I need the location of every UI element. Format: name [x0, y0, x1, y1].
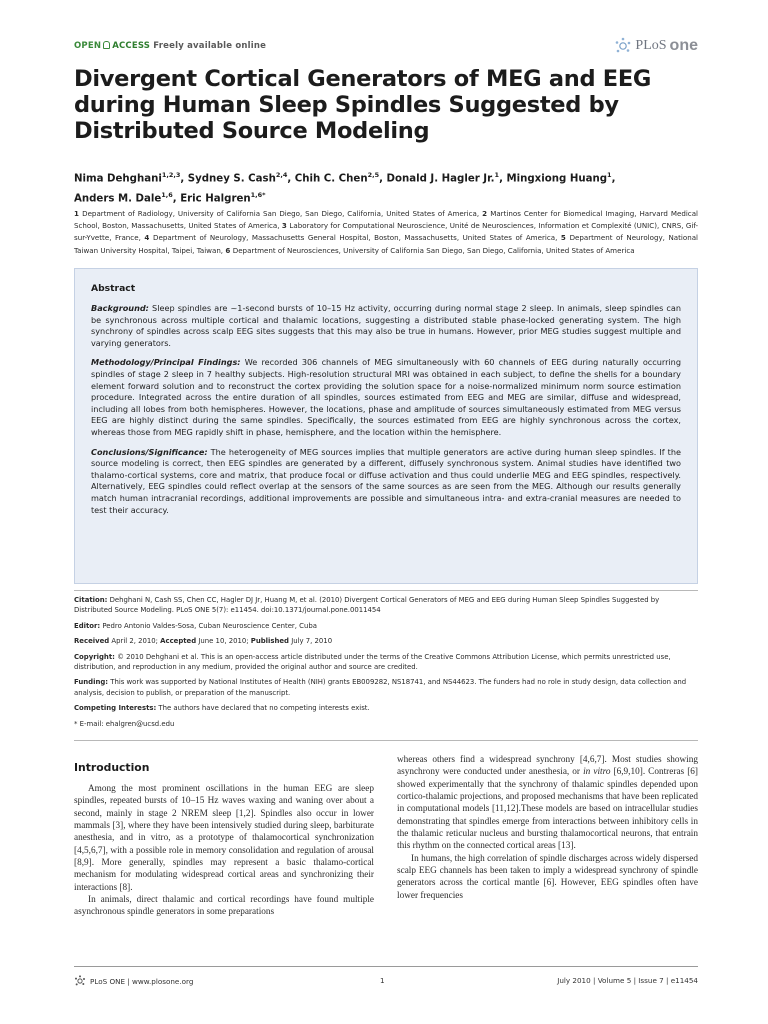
article-metadata: [74, 595, 698, 734]
email[interactable]: * E-mail: ehalgren@ucsd.edu: [74, 719, 175, 728]
author-name: Anders M. Dale: [74, 193, 162, 205]
affiliation-item: 4 Department of Neurology, Massachusetts General Hospital, Boston, Massachusetts, United States of America,: [144, 233, 561, 243]
author-affiliation-marker: 2,4: [275, 171, 288, 179]
plos-wordmark: PLoS: [635, 38, 667, 53]
affiliation-item: 5 Department of Neurology, National Taiwan University Hospital, Taipei, Taiwan,: [74, 233, 699, 255]
author-list: Nima Dehghani$^{1,2,3}$, Sydney S. Cash$^{2,4}$, Chih C. Chen$^{2,5}$, Donald J. Hagler Jr.$^1$, Mingxiong Huang$^1$, Anders M. Dale$^{1,6}$, Eric Halgren$^{1,6*}$: [74, 171, 616, 205]
author-affiliation-marker: 1,2,3: [161, 171, 181, 179]
author-name: Nima Dehghani: [74, 173, 162, 185]
intro-paragraph: Among the most prominent oscillations in the human EEG are sleep spindles, repeated bursts of 10–15 Hz waves waxing and waning over about a second, mainly in stage 2 NREM sleep [1,2]. Spindles also occur in lower mammals [3], where they have been intensively studied during sleep, barbiturate anesthesia, and in vitro, as a prototype of thalamocortical synchronization [4,5,6,7], with a possible role in memory consolidation and regulation of arousal [8,9]. More generally, spindles may represent a basic thalamo-cortical mechanism for modulating widespread cortical areas and synchronizing their interactions [8].: [74, 784, 374, 893]
affiliations: [74, 208, 698, 257]
citation: Citation: Dehghani N, Cash SS, Chen CC, Hagler DJ Jr, Huang M, et al. (2010) Divergent Cortical Generators of MEG and EEG during Human Sleep Spindles Suggested by Distributed Source Modeling. PLoS ONE 5(7): e11454. doi:10.1371/journal.pone.0011454: [74, 596, 660, 615]
page-number: 1: [380, 976, 385, 985]
author-affiliation-marker: 1: [494, 171, 500, 179]
open-lock-icon: [103, 41, 110, 49]
abstract-methods: Methodology/Principal Findings: We recorded 306 channels of MEG simultaneously with 60 channels of EEG during naturally occurring spindles of stage 2 sleep in 7 healthy subjects. High-resolution structural MRI was obtained in each subject, to define the shells for a boundary element forward solution and to reconstruct the cortex providing the solution space for a noise-normalized minimum norm source estimation procedure. Integrated across the entire duration of all spindles, sources estimated from EEG and MEG are similar, diffuse and widespread, including all lobes from both hemispheres. However, the locations, phase and amplitude of sources simultaneously estimated from MEG versus EEG are highly distinct during the same spindles. Specifically, the sources estimated from EEG are highly synchronous across the cortex, whereas those from MEG rapidly shift in phase, hemisphere, and the location within the hemisphere.: [91, 357, 681, 437]
author-affiliation-marker: 1,6: [161, 191, 173, 200]
dates: Received April 2, 2010; Accepted June 10, 2010; Published July 7, 2010: [74, 637, 333, 646]
affiliation-item: 3 Laboratory for Computational Neuroscience, Unité de Neurosciences, Information et Complexité (UNIC), CNRS, Gif-sur-Yvette, France,: [74, 221, 699, 243]
intro-left-column: [74, 783, 374, 919]
copyright: Copyright: © 2010 Dehghani et al. This is an open-access article distributed under the terms of the Creative Commons Attribution License, which permits unrestricted use, distribution, and reproduction in any medium, provided the original author and source are credited.: [74, 652, 671, 672]
access-label: ACCESS: [112, 41, 151, 51]
issue-info: July 2010 | Volume 5 | Issue 7 | e11454: [557, 976, 698, 985]
abstract-background: Background: Sleep spindles are ~1-second bursts of 10–15 Hz activity, occurring during normal stage 2 sleep. In animals, sleep spindles can be synchronous across multiple cortical and thalamic locations, suggesting a distributed stable phase-locked generating system. The high synchrony of spindles across scalp EEG sites suggests that this may also be true in humans. However, prior MEG studies suggest multiple and varying generators.: [91, 303, 681, 348]
author-affiliation-marker: 1,6*: [250, 191, 266, 200]
author-name: Chih C. Chen: [294, 173, 368, 185]
funding: Funding: This work was supported by National Institutes of Health (NIH) grants EB009282, NS18741, and NS44623. The funders had no role in study design, data collection and analysis, decision to publish, or preparation of the manuscript.: [74, 678, 687, 697]
affiliation-item: 1 Department of Radiology, University of California San Diego, San Diego, California, United States of America,: [74, 209, 483, 218]
one-wordmark: one: [669, 37, 698, 54]
plos-one-logo: [614, 37, 698, 55]
intro-right-column: [397, 754, 698, 902]
intro-paragraph: whereas others find a widespread synchrony [4,6,7]. Most studies showing asynchrony were conducted under anesthesia, or in vitro [6,9,10]. Contreras [6] showed experimentally that the synchrony of thalamic spindles depended upon cortico-thalamic projections, and proposed mechanisms that have been replicated in computational models [11,12].These models are based on intracellular studies demonstrating that spindles emerge from interactions between inhibitory cells in the thalamic reticular nucleus and bursting thalamocortical neurons, that entrain this rhythm on the connected cortical areas [13].: [397, 755, 698, 852]
abstract-heading: Abstract: [91, 283, 136, 294]
journal-header: [74, 37, 698, 59]
plos-dots-icon: [614, 37, 632, 55]
author-affiliation-marker: 2,5: [367, 171, 380, 179]
footer-journal-text[interactable]: PLoS ONE | www.plosone.org: [90, 976, 194, 986]
footer-journal: [74, 975, 193, 987]
article-title: Divergent Cortical Generators of MEG and EEG during Human Sleep Spindles Suggested by Distributed Source Modeling: [74, 66, 652, 144]
open-access-label: [74, 41, 266, 51]
affiliation-item: 6 Department of Neurosciences, University of California San Diego, San Diego, California, United States of America: [225, 245, 635, 255]
intro-paragraph: In animals, direct thalamic and cortical recordings have found multiple asynchronous spindle generators in some preparations: [74, 895, 374, 918]
author-name: Mingxiong Huang: [506, 173, 608, 185]
introduction-heading: Introduction: [74, 761, 150, 774]
abstract-box: [74, 268, 698, 584]
plos-footer-icon: [74, 975, 86, 987]
abstract-conclusions: Conclusions/Significance: The heterogeneity of MEG sources implies that multiple generators are active during human sleep spindles. If the source modeling is correct, then EEG spindles are generated by a different, diffusely synchronous system. Animal studies have identified two thalamo-cortical systems, core and matrix, that produce focal or diffuse activation and thus could underlie MEG and EEG spindles, respectively. Alternatively, EEG spindles could reflect overlap at the sensors of the same sources as are seen from the MEG. Although our results generally match human intracranial recordings, additional improvements are possible and simultaneous intra- and extra-cranial measures are needed to test their accuracy.: [91, 446, 681, 515]
open-label: OPEN: [74, 41, 102, 51]
editor: Editor: Pedro Antonio Valdes-Sosa, Cuban Neuroscience Center, Cuba: [74, 621, 317, 630]
intro-paragraph: In humans, the high correlation of spindle discharges across widely dispersed scalp EEG channels has been taken to imply a widespread synchrony of spindle generators across the cortical mantle [6]. However, EEG spindles often have lower frequencies: [397, 853, 698, 901]
meta-divider: [74, 590, 698, 591]
meta-bottom-divider: [74, 740, 698, 741]
author-name: Donald J. Hagler Jr.: [386, 173, 495, 185]
author-name: Eric Halgren: [180, 193, 251, 205]
author-affiliation-marker: 1: [607, 171, 612, 179]
competing-interests: Competing Interests: The authors have declared that no competing interests exist.: [74, 704, 370, 713]
author-name: Sydney S. Cash: [187, 173, 276, 185]
page-footer: [74, 975, 698, 989]
free-available-label: Freely available online: [153, 41, 267, 51]
footer-divider: [74, 966, 698, 967]
affiliation-item: 2 Martinos Center for Biomedical Imaging, Harvard Medical School, Boston, Massachusetts, United States of America,: [74, 209, 699, 231]
